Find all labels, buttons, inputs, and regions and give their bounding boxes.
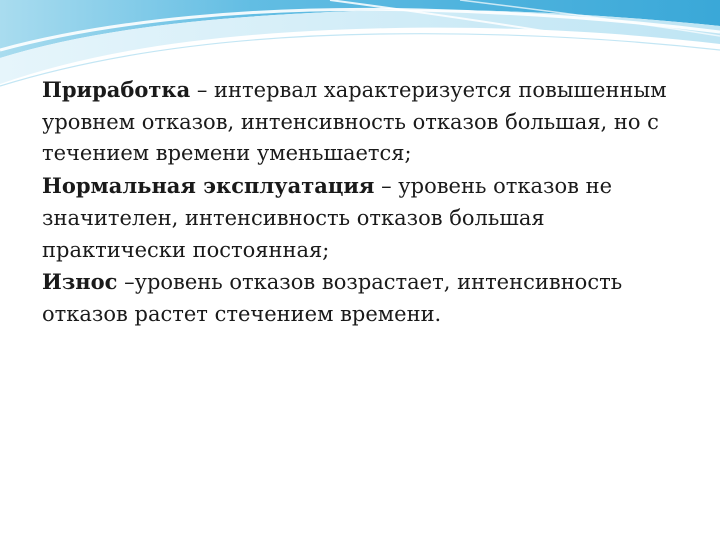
paragraph-break-in [42, 74, 682, 170]
term-wear-out: Износ [42, 269, 118, 295]
term-normal-operation: Нормальная эксплуатация [42, 173, 375, 199]
paragraph-wear-out [42, 266, 682, 330]
paragraph-normal-operation [42, 170, 682, 266]
text-normal-operation: – уровень отказов не значителен, интенсивность отказов большая практически постоянная; [42, 174, 613, 262]
slide-body [42, 74, 682, 331]
text-break-in: – интервал характеризуется повышенным уровнем отказов, интенсивность отказов большая, но с течением времени уменьшается; [42, 78, 667, 166]
term-break-in: Приработка [42, 77, 191, 102]
text-wear-out: –уровень отказов возрастает, интенсивность отказов растет стечением времени. [42, 270, 623, 326]
